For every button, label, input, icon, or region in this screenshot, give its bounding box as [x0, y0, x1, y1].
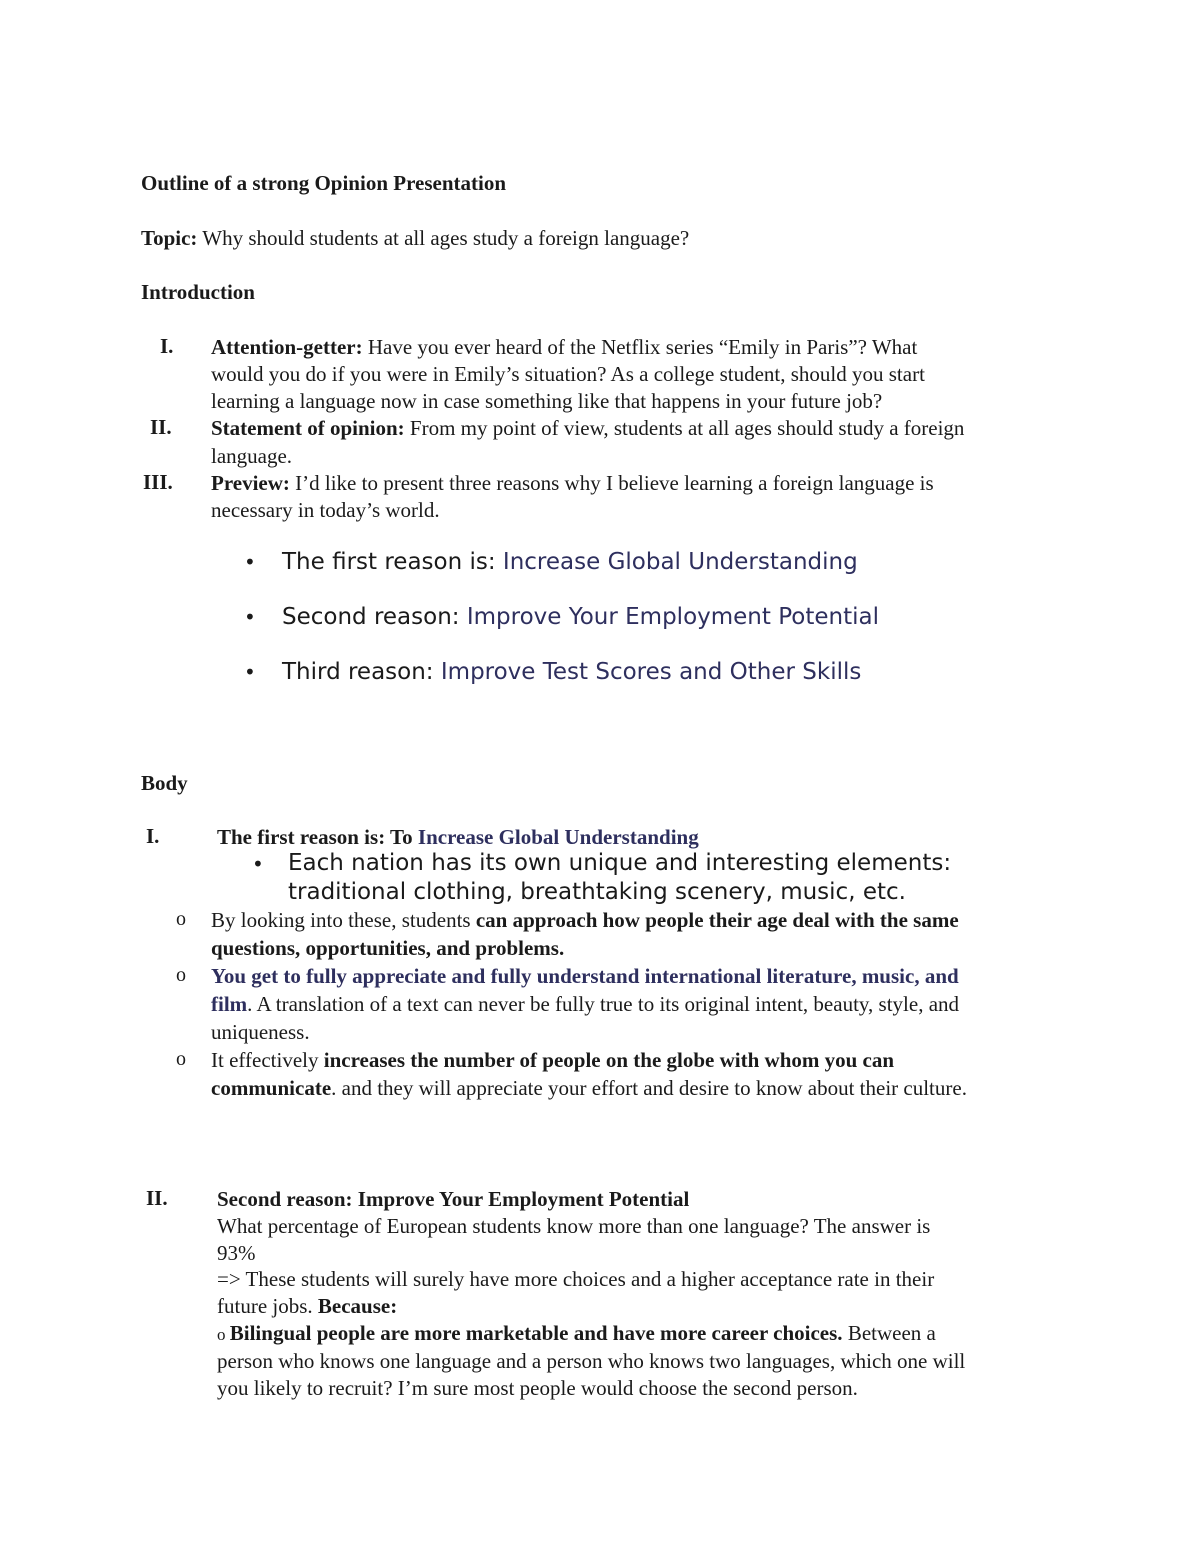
reason1-bullet-line2: traditional clothing, breathtaking scenery, music, etc.: [288, 879, 906, 905]
introduction-heading: Introduction: [141, 280, 255, 304]
reason1-sub3-communicate: communicate: [211, 1076, 332, 1100]
reason1-sub1-plain: By looking into these, students: [211, 908, 476, 932]
reason1-sub1-line2: questions, opportunities, and problems.: [211, 936, 565, 960]
bullet-dot-icon: •: [252, 852, 264, 876]
circle-bullet-icon: o: [176, 964, 186, 986]
reason2-line7: you likely to recruit? I’m sure most people would choose the second person.: [217, 1376, 858, 1400]
reason1-sub3-rest: . and they will appreciate your effort and desire to know about their culture.: [331, 1076, 967, 1100]
opinion-text: From my point of view, students at all ages should study a foreign: [404, 416, 965, 440]
bullet-dot-icon: •: [244, 660, 256, 684]
reason1-sub2-line2: [211, 991, 959, 1018]
reason1-sub2-line1: You get to fully appreciate and fully understand international literature, music, and: [211, 964, 959, 988]
topic-label: Topic:: [141, 226, 198, 250]
reason2-line5-rest: Between a: [842, 1321, 936, 1345]
preview-line2: necessary in today’s world.: [211, 498, 440, 522]
attention-getter-line1: [211, 334, 917, 361]
preview-bullet-1-highlight: Increase Global Understanding: [502, 549, 858, 575]
reason2-because: Because:: [317, 1294, 398, 1318]
body-numeral-2: II.: [146, 1186, 168, 1210]
preview-bullet-3: [282, 658, 861, 687]
preview-line1: [211, 470, 934, 497]
opinion-label: Statement of opinion:: [211, 416, 405, 440]
reason1-highlight: Increase Global Understanding: [417, 825, 699, 849]
reason2-line4-plain: future jobs.: [217, 1294, 318, 1318]
opinion-line2: language.: [211, 444, 293, 468]
preview-bullet-2: [282, 603, 879, 632]
reason2-bilingual: Bilingual people are more marketable and have more career choices.: [229, 1321, 843, 1345]
circle-bullet-icon: o: [217, 1325, 230, 1344]
reason1-prefix: The first reason is: To: [217, 825, 418, 849]
bullet-dot-icon: •: [244, 550, 256, 574]
intro-numeral-3: III.: [143, 470, 173, 494]
opinion-line1: [211, 415, 964, 442]
body-heading: Body: [141, 771, 188, 795]
reason2-line4: [217, 1293, 397, 1320]
reason1-sub3-bold: increases the number of people on the globe with whom you can: [323, 1048, 895, 1072]
reason1-sub3-line2: [211, 1075, 967, 1102]
topic-line: [141, 225, 689, 252]
reason1-sub1-bold: can approach how people their age deal with the same: [475, 908, 959, 932]
reason2-line1: What percentage of European students know more than one language? The answer is: [217, 1214, 931, 1238]
reason2-line3: => These students will surely have more choices and a higher acceptance rate in their: [217, 1267, 935, 1291]
reason2-line6: person who knows one language and a person who knows two languages, which one will: [217, 1349, 966, 1373]
attention-getter-text: Have you ever heard of the Netflix series “Emily in Paris”? What: [362, 335, 918, 359]
bullet-dot-icon: •: [244, 605, 256, 629]
reason1-sub2-line3: uniqueness.: [211, 1020, 310, 1044]
attention-getter-line3: learning a language now in case something like that happens in your future job?: [211, 389, 883, 413]
attention-getter-line2: would you do if you were in Emily’s situation? As a college student, should you start: [211, 362, 925, 386]
reason1-sub1-line1: [211, 907, 959, 934]
reason1-sub2-rest: . A translation of a text can never be fully true to its original intent, beauty, style, and: [247, 992, 960, 1016]
preview-bullet-3-highlight: Improve Test Scores and Other Skills: [440, 659, 862, 685]
preview-bullet-3-prefix: Third reason:: [282, 659, 441, 685]
reason1-sub2-film: film: [211, 992, 248, 1016]
reason2-line5: [217, 1320, 936, 1348]
preview-bullet-2-highlight: Improve Your Employment Potential: [466, 604, 879, 630]
reason1-sub3-line1: [211, 1047, 894, 1074]
attention-getter-label: Attention-getter:: [211, 335, 363, 359]
body-numeral-1: I.: [146, 824, 160, 848]
preview-bullet-2-prefix: Second reason:: [282, 604, 467, 630]
document-title: Outline of a strong Opinion Presentation: [141, 171, 507, 195]
preview-bullet-1: [282, 548, 858, 577]
topic-text: Why should students at all ages study a foreign language?: [197, 226, 690, 250]
reason1-sub3-plain: It effectively: [211, 1048, 324, 1072]
intro-numeral-2: II.: [150, 415, 172, 439]
preview-label: Preview:: [211, 471, 290, 495]
circle-bullet-icon: o: [176, 1048, 186, 1070]
reason2-heading: Second reason: Improve Your Employment Potential: [217, 1187, 690, 1211]
intro-numeral-1: I.: [160, 334, 174, 358]
preview-bullet-1-prefix: The first reason is:: [282, 549, 503, 575]
reason1-heading: [217, 824, 699, 851]
reason1-bullet-line1: Each nation has its own unique and interesting elements:: [288, 850, 952, 876]
preview-text: I’d like to present three reasons why I believe learning a foreign language is: [289, 471, 934, 495]
reason2-line2: 93%: [217, 1241, 256, 1265]
circle-bullet-icon: o: [176, 908, 186, 930]
